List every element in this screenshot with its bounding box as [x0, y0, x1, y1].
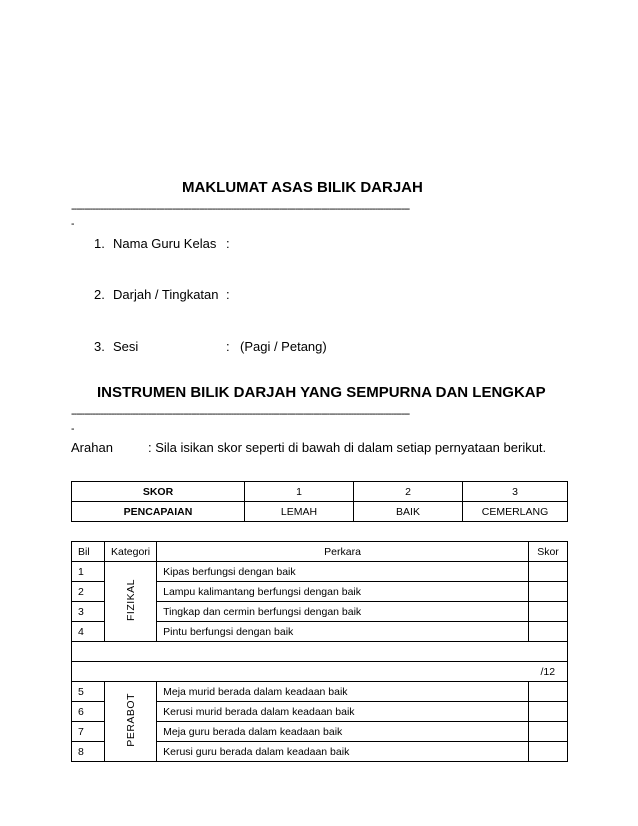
row-skor-input[interactable] [529, 602, 568, 622]
field-nama-guru-label: Nama Guru Kelas [113, 236, 217, 251]
row-skor-input[interactable] [529, 722, 568, 742]
row-skor-input[interactable] [529, 582, 568, 602]
score-level-lemah: LEMAH [245, 502, 354, 522]
score-level-row [72, 502, 568, 522]
row-skor-input[interactable] [529, 742, 568, 762]
separator-line: ------------------------------------------------------------------------------------------------------------------------------- [71, 203, 410, 215]
row-bil: 1 [72, 562, 105, 582]
instrument-table [71, 541, 568, 762]
row-perkara: Lampu kalimantang berfungsi dengan baik [157, 582, 529, 602]
row-perkara: Meja guru berada dalam keadaan baik [157, 722, 529, 742]
score-header-3: 3 [463, 482, 568, 502]
arahan-text: : Sila isikan skor seperti di bawah di dalam setiap pernyataan berikut. [148, 440, 547, 455]
table-row [72, 562, 568, 582]
field-sesi-num: 3. [94, 339, 105, 354]
row-skor-input[interactable] [529, 622, 568, 642]
subtotal-spacer [72, 642, 568, 662]
field-sesi-colon: : [226, 339, 230, 354]
category-cell-perabot [105, 682, 157, 762]
separator-tail-2: - [71, 423, 74, 435]
score-table [71, 481, 568, 522]
separator-tail: - [71, 218, 74, 230]
row-bil: 8 [72, 742, 105, 762]
field-darjah-label: Darjah / Tingkatan [113, 287, 219, 302]
subtotal-row [72, 662, 568, 682]
score-level-cemerlang: CEMERLANG [463, 502, 568, 522]
row-bil: 5 [72, 682, 105, 702]
section-title-maklumat: MAKLUMAT ASAS BILIK DARJAH [182, 179, 423, 196]
instrument-header-row [72, 542, 568, 562]
score-level-baik: BAIK [354, 502, 463, 522]
row-bil: 4 [72, 622, 105, 642]
row-bil: 7 [72, 722, 105, 742]
category-label-perabot: PERABOT [124, 693, 137, 747]
category-cell-fizikal [105, 562, 157, 642]
field-nama-guru-colon: : [226, 236, 230, 251]
row-skor-input[interactable] [529, 682, 568, 702]
separator-line-2: ------------------------------------------------------------------------------------------------------------------------------- [71, 408, 410, 420]
header-kategori: Kategori [105, 542, 157, 562]
score-level-pencapaian: PENCAPAIAN [72, 502, 245, 522]
header-perkara: Perkara [157, 542, 529, 562]
field-nama-guru-num: 1. [94, 236, 105, 251]
header-skor: Skor [529, 542, 568, 562]
header-bil: Bil [72, 542, 105, 562]
row-perkara: Kerusi murid berada dalam keadaan baik [157, 702, 529, 722]
subtotal-fizikal: /12 [529, 662, 568, 682]
field-darjah-num: 2. [94, 287, 105, 302]
score-header-skor: SKOR [72, 482, 245, 502]
row-bil: 6 [72, 702, 105, 722]
row-bil: 2 [72, 582, 105, 602]
field-sesi-label: Sesi [113, 339, 139, 354]
score-header-1: 1 [245, 482, 354, 502]
row-skor-input[interactable] [529, 562, 568, 582]
field-darjah-colon: : [226, 287, 230, 302]
arahan-label: Arahan [71, 440, 113, 455]
score-header-row [72, 482, 568, 502]
section-title-instrumen: INSTRUMEN BILIK DARJAH YANG SEMPURNA DAN LENGKAP [97, 384, 546, 401]
category-label-fizikal: FIZIKAL [124, 578, 137, 621]
row-perkara: Kipas berfungsi dengan baik [157, 562, 529, 582]
subtotal-blank [72, 662, 529, 682]
subtotal-spacer-row [72, 642, 568, 662]
row-perkara: Pintu berfungsi dengan baik [157, 622, 529, 642]
row-perkara: Tingkap dan cermin berfungsi dengan baik [157, 602, 529, 622]
table-row [72, 682, 568, 702]
row-perkara: Meja murid berada dalam keadaan baik [157, 682, 529, 702]
row-skor-input[interactable] [529, 702, 568, 722]
row-bil: 3 [72, 602, 105, 622]
score-header-2: 2 [354, 482, 463, 502]
field-sesi-value[interactable]: (Pagi / Petang) [240, 339, 327, 354]
row-perkara: Kerusi guru berada dalam keadaan baik [157, 742, 529, 762]
